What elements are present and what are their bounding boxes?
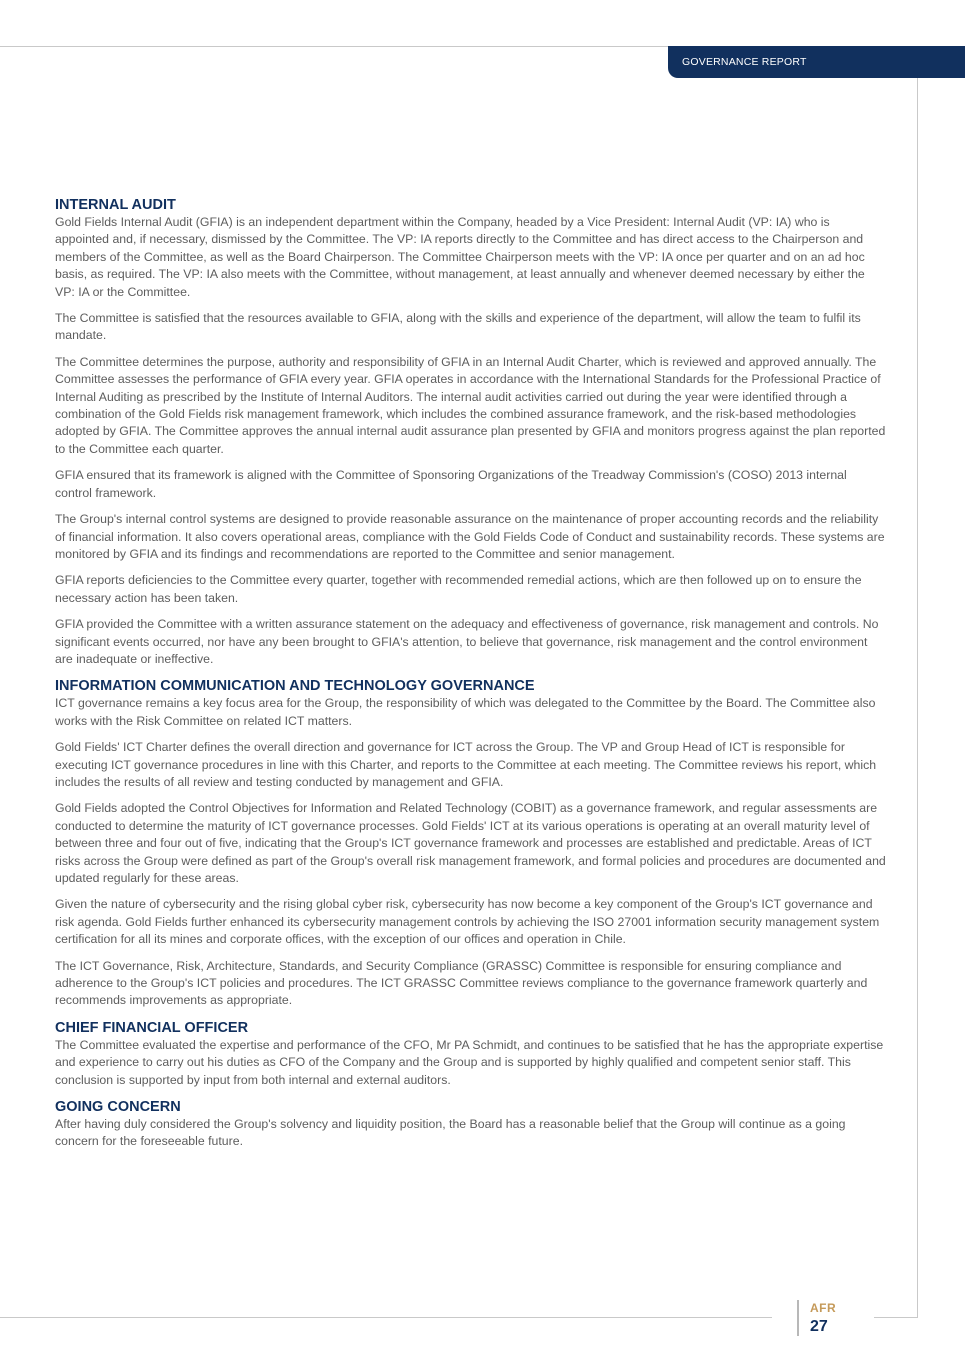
bottom-rule-end <box>874 1317 918 1318</box>
paragraph: The ICT Governance, Risk, Architecture, Standards, and Security Compliance (GRASSC) Committee is responsible for ensuring compliance and adherence to the Group's ICT policies and procedures. The ICT GRASSC Committee reviews compliance to the governance framework quarterly and recommends improvements as appropriate. <box>55 958 868 1008</box>
page-number: 27 <box>810 1318 828 1335</box>
section-heading: GOING CONCERN <box>55 1099 181 1116</box>
paragraph: Given the nature of cybersecurity and the rising global cyber risk, cybersecurity has now become a key component of the Group's ICT governance and risk agenda. Gold Fields further enhanced its cybersecurity management controls by achieving the ISO 27001 information security management system certification for all its mines and corporate offices, with the exception of our offices and operation in Chile. <box>55 897 880 947</box>
paragraph: The Committee determines the purpose, authority and responsibility of GFIA in an Internal Audit Charter, which is reviewed and approved annually. The Committee assesses the performance of GFIA every year. GFIA operates in accordance with the International Standards for the Professional Practice of Internal Auditing as prescribed by the Institute of Internal Auditors. The internal audit activities carried out during the year were identified through a combination of the Gold Fields risk management framework, which includes the combined assurance framework, and the risk-based methodologies adopted by GFIA. The Committee approves the annual internal audit assurance plan presented by GFIA and monitors progress against the plan reported to the Committee each quarter. <box>55 354 886 456</box>
paragraph: Gold Fields adopted the Control Objectives for Information and Related Technology (COBIT) as a governance framework, and regular assessments are conducted to determine the maturity of ICT governance processes. Gold Fields' ICT at its various operations is operating at an overall maturity level of between three and four out of five, indicating that the Group's ICT governance framework and processes are established and predictable. Areas of ICT risks across the Group were defined as part of the Group's overall risk management framework, and formal policies and procedures are documented and updated regularly for these areas. <box>55 801 886 885</box>
paragraph: Gold Fields' ICT Charter defines the overall direction and governance for ICT across the Group. The VP and Group Head of ICT is responsible for executing ICT governance procedures in line with this Charter, and reports to the Committee at each meeting. The Committee reviews his report, which includes the results of all review and testing conducted by management and GFIA. <box>55 740 877 789</box>
section-heading: CHIEF FINANCIAL OFFICER <box>55 1019 249 1036</box>
paragraph: After having duly considered the Group's solvency and liquidity position, the Board has a reasonable belief that the Group will continue as a going concern for the foreseeable future. <box>55 1117 846 1149</box>
paragraph: The Committee is satisfied that the resources available to GFIA, along with the skills and experience of the department, will allow the team to fulfil its mandate. <box>55 311 861 343</box>
section-heading: INFORMATION COMMUNICATION AND TECHNOLOGY GOVERNANCE <box>55 678 535 695</box>
section-header-tab: GOVERNANCE REPORT <box>668 46 965 78</box>
paragraph: GFIA reports deficiencies to the Committee every quarter, together with recommended remedial actions, which are then followed up on to ensure the necessary action has been taken. <box>55 573 862 605</box>
section-cfo <box>55 1019 887 1089</box>
section-internal-audit <box>55 196 887 668</box>
section-heading: INTERNAL AUDIT <box>55 197 176 213</box>
paragraph: GFIA ensured that its framework is aligned with the Committee of Sponsoring Organizations of the Treadway Commission's (COSO) 2013 internal control framework. <box>55 468 847 500</box>
paragraph: The Group's internal control systems are designed to provide reasonable assurance on the maintenance of proper accounting records and the reliability of financial information. It also covers operational areas, compliance with the Gold Fields Code of Conduct and sustainability records. These systems are monitored by GFIA and its findings and recommendations are reported to the Committee and senior management. <box>55 512 885 561</box>
paragraph: ICT governance remains a key focus area for the Group, the responsibility of which was delegated to the Committee by the Board. The Committee also works with the Risk Committee on related ICT matters. <box>55 696 876 728</box>
report-body <box>55 196 887 1160</box>
footer-label: AFR <box>810 1301 837 1315</box>
paragraph: The Committee evaluated the expertise and performance of the CFO, Mr PA Schmidt, and continues to be satisfied that he has the appropriate expertise and experience to carry out his duties as CFO of the Company and the Group and is supported by highly qualified and competent senior staff. This conclusion is supported by input from both internal and external auditors. <box>55 1037 884 1087</box>
bottom-rule <box>0 1317 772 1318</box>
paragraph: Gold Fields Internal Audit (GFIA) is an independent department within the Company, headed by a Vice President: Internal Audit (VP: IA) who is appointed and, if necessary, dismissed by the Committee. The VP: IA reports directly to the Committee and has direct access to the Chairperson and members of the Committee, as well as the Board Chairperson. The Committee Chairperson meets with the VP: IA once per quarter and on an ad hoc basis, as required. The VP: IA also meets with the Committee, without management, at least annually and whenever deemed necessary by either the VP: IA or the Committee. <box>55 215 865 299</box>
footer-divider <box>797 1300 799 1336</box>
paragraph: GFIA provided the Committee with a written assurance statement on the adequacy and effectiveness of governance, risk management and controls. No significant events occurred, nor have any been brought to GFIA's attention, to believe that governance, risk management and the control environment are inadequate or ineffective. <box>55 617 879 666</box>
right-rule <box>917 46 918 1318</box>
section-ict-governance <box>55 677 887 1010</box>
section-going-concern <box>55 1098 887 1151</box>
